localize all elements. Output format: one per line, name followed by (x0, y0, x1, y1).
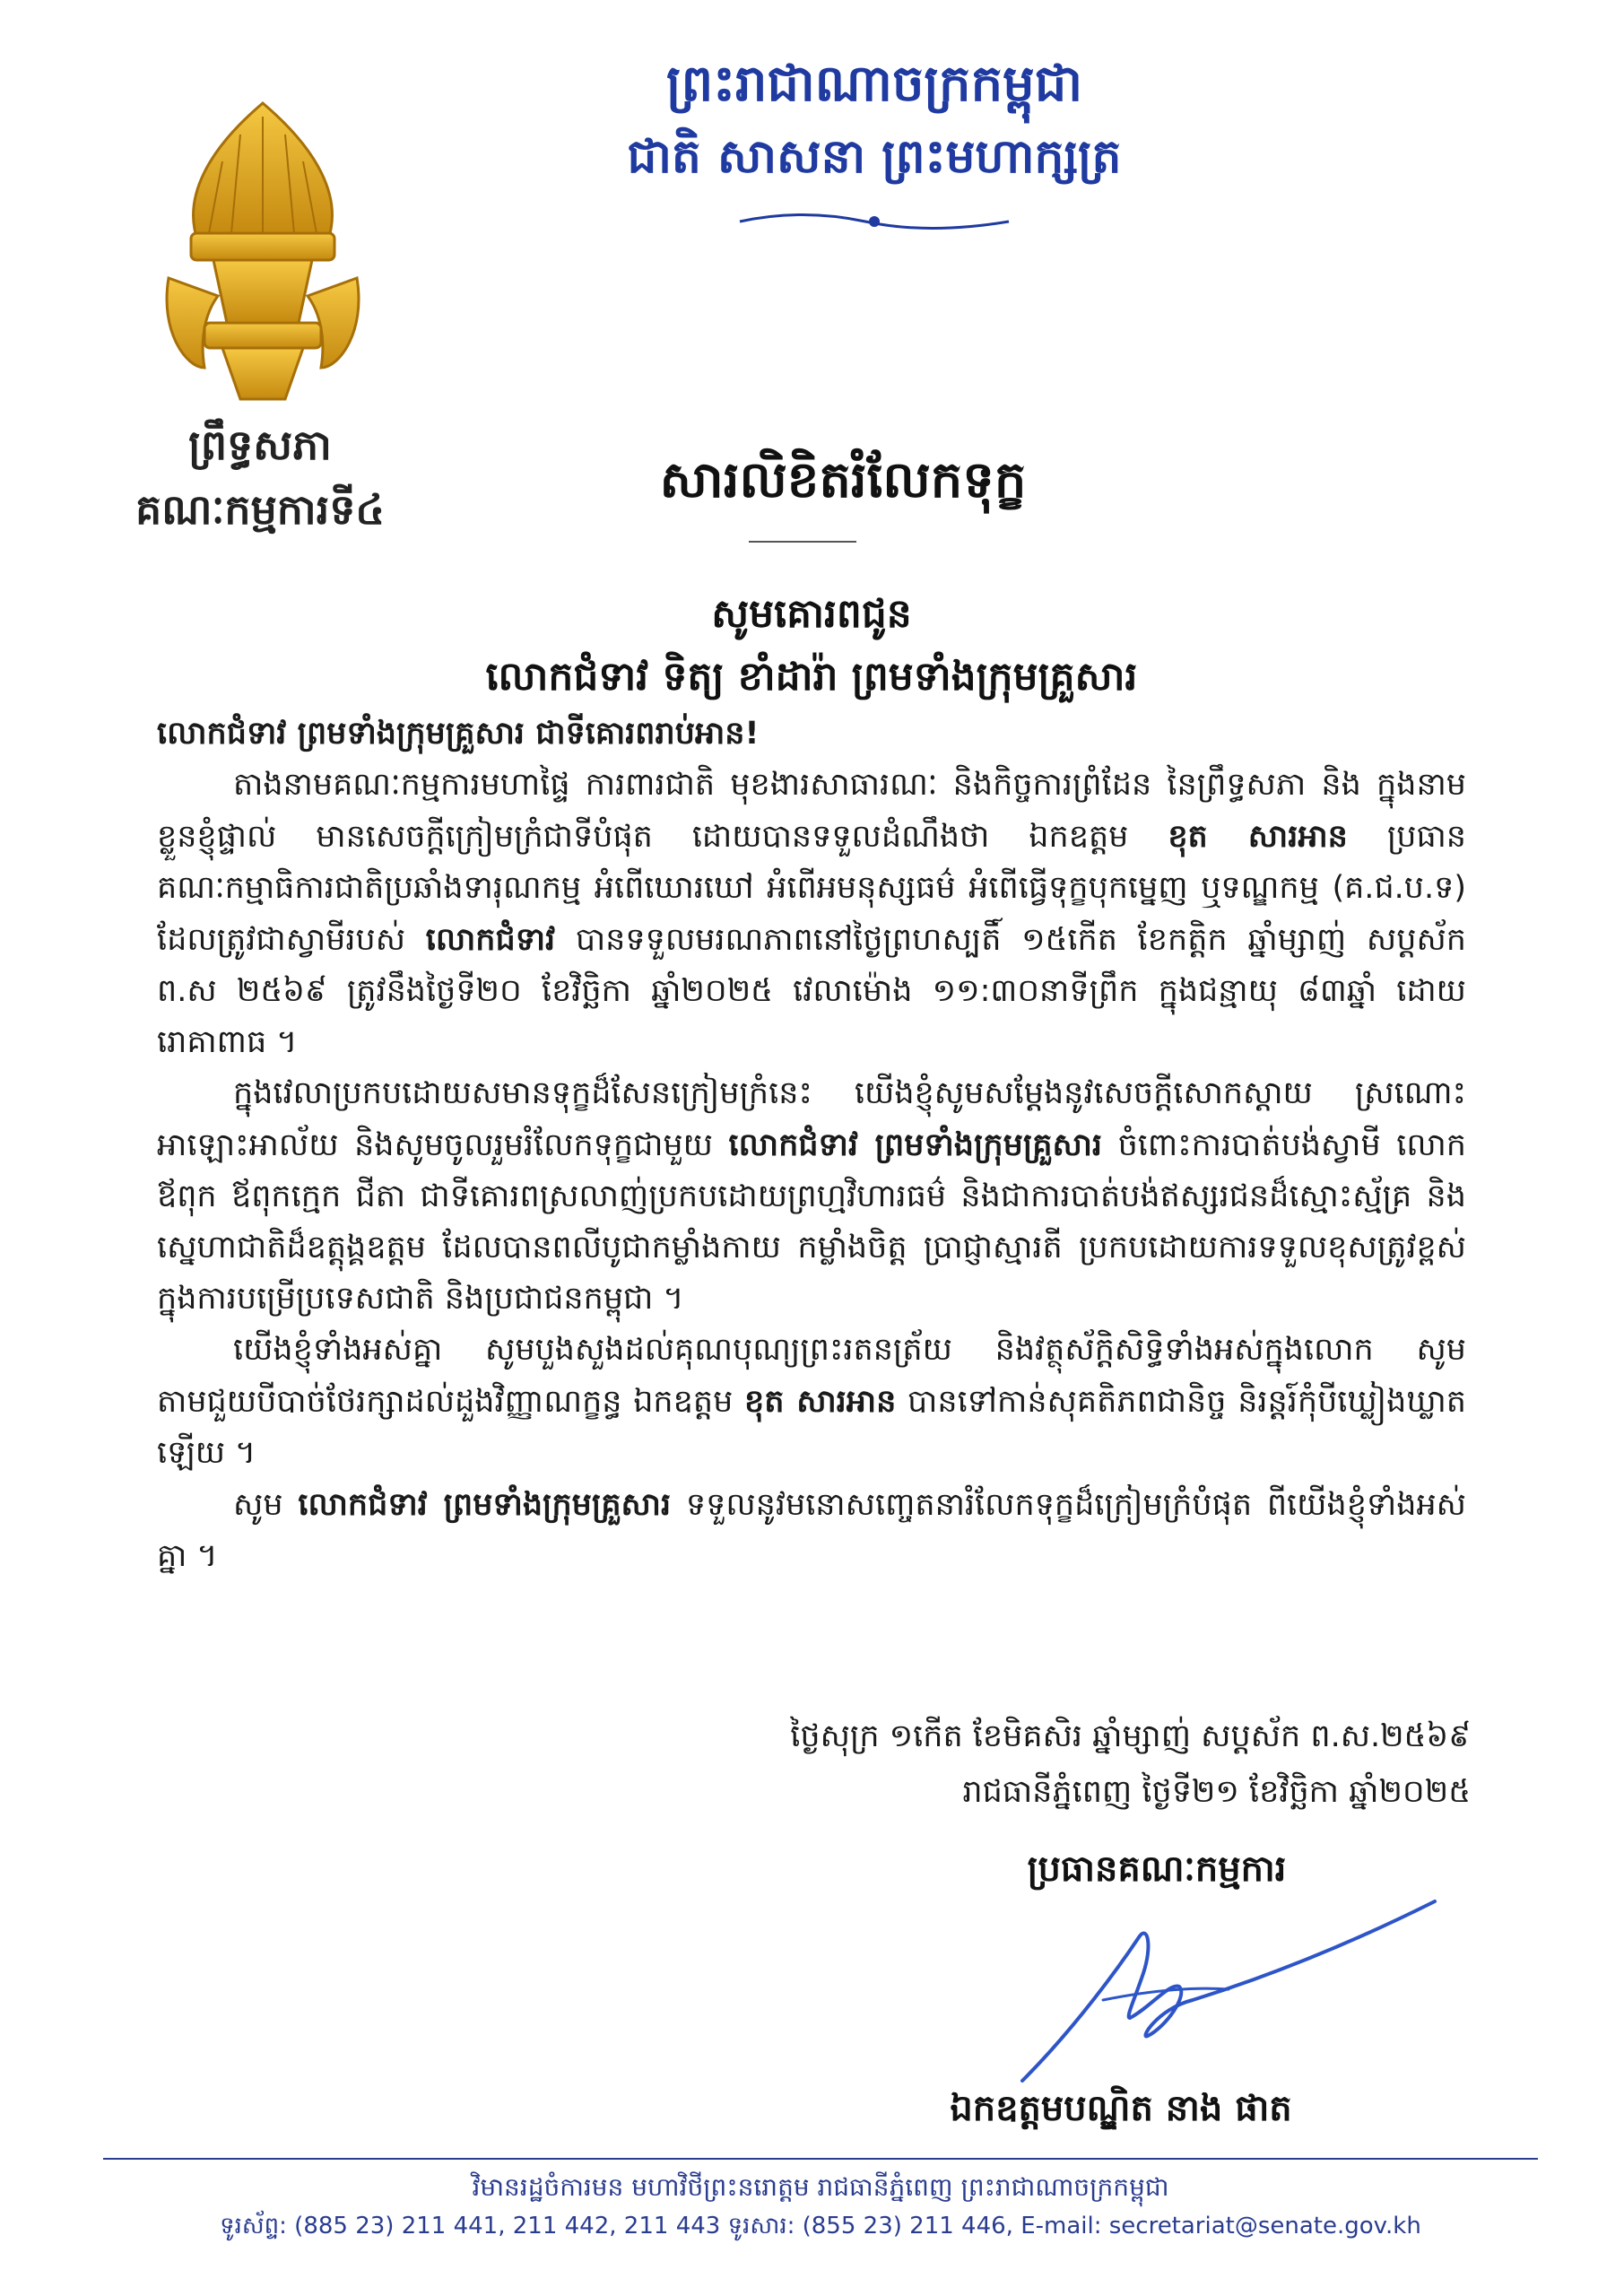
p4-text-a: សូម (233, 1487, 299, 1523)
p1-text-e: បានទទួលមរណភាពនៅថ្ងៃព្រហស្បតិ៍ ១៥កើត ខែកត្តិក ឆ្នាំម្សាញ់ សប្តស័ក ព.ស ២៥៦៩ ត្រូវនឹងថ្ងៃទី២០ ខែវិច្ឆិកា ឆ្នាំ២០២៥ វេលាម៉ោង ១១:៣០នាទីព្រឹក ក្នុងជន្មាយុ ៨៣ឆ្នាំ ដោយរោគាពាធ ។ (157, 922, 1466, 1060)
kingdom-name: ព្រះរាជាណាចក្រកម្ពុជា (665, 54, 1083, 113)
greeting: លោកជំទាវ ព្រមទាំងក្រុមគ្រួសារ ជាទីគោរពរាប់អាន! (157, 716, 760, 752)
footer-divider (103, 2158, 1538, 2160)
paragraph-4 (157, 1479, 1466, 1582)
title-divider (749, 541, 856, 543)
org-line-commission: គណៈកម្មការទី៤ (135, 485, 385, 534)
org-line-senate: ព្រឹទ្ធសភា (188, 421, 332, 469)
salutation-recipient: លោកជំទាវ ទិត្យ ខាំដារ៉ា ព្រមទាំងក្រុមគ្រួសារ (485, 654, 1138, 700)
document-title: សារលិខិតរំលែកទុក្ខ (659, 450, 1027, 509)
senate-emblem-icon (151, 99, 375, 404)
salutation-line-1: សូមគោរពជូន (711, 591, 912, 637)
paragraph-1 (157, 760, 1466, 1068)
signer-name: ឯកឧត្តមបណ្ឌិត នាង ផាត (950, 2087, 1292, 2129)
lunar-date: ថ្ងៃសុក្រ ១កើត ខែមិគសិរ ឆ្នាំម្សាញ់ សប្តស័ក ព.ស.២៥៦៩ (790, 1718, 1471, 1754)
p2-text-a: ក្នុងវេលាប្រកបដោយសមានទុក្ខដ៏សែនក្រៀមក្រំនេះ យើងខ្ញុំសូមសម្តែងនូវសេចក្តីសោកស្តាយ ស្រណោះអាឡោះអាល័យ និងសូមចូលរួមរំលែកទុក្ខជាមួយ (157, 1075, 1466, 1163)
p3-text-c: បានទៅកាន់សុគតិភពជានិច្ច និរន្តរ៍កុំបីឃ្លៀងឃ្លាតឡើយ ។ (157, 1384, 1467, 1471)
salutation (179, 583, 1444, 709)
p3-deceased-name: ខុត សារអាន (744, 1383, 897, 1420)
footer-contact: ទូរស័ព្ទ: (885 23) 211 441, 211 442, 211 443 ទូរសារ: (855 23) 211 446, E-mail: secretariat@senate.gov.kh (220, 2213, 1421, 2239)
letter-body (157, 709, 1466, 1582)
p3-text-a: យើងខ្ញុំទាំងអស់គ្នា សូមបួងសួងដល់គុណបុណ្យព្រះរតនត្រ័យ និងវត្ថុស័ក្តិសិទ្ធិទាំងអស់ក្នុងលោក សូមតាមជួយបីបាច់ថែរក្សាដល់ដួងវិញ្ញាណក្ខន្ធ ឯកឧត្តម (157, 1332, 1466, 1420)
header-flourish (731, 208, 1018, 235)
chair-title: ប្រធានគណៈកម្មការ (1027, 1848, 1287, 1890)
handwritten-signature (968, 1883, 1453, 2090)
p1-deceased-name: ខុត សារអាន (1168, 818, 1348, 855)
p4-recipient: លោកជំទាវ ព្រមទាំងក្រុមគ្រួសារ (298, 1486, 672, 1523)
p4-text-c: ទទួលនូវមនោសញ្ចេតនារំលែកទុក្ខដ៏ក្រៀមក្រំបំផុត ពីយើងខ្ញុំទាំងអស់គ្នា ។ (157, 1487, 1467, 1574)
paragraph-3 (157, 1325, 1466, 1479)
paragraph-2 (157, 1068, 1466, 1325)
national-motto: ជាតិ សាសនា ព្រះមហាក្សត្រ (627, 129, 1122, 184)
p2-text-c: ចំពោះការបាត់បង់ស្វាមី លោកឪពុក ឪពុកក្មេក ជីតា ជាទីគោរពស្រលាញ់ប្រកបដោយព្រហ្មវិហារធម៌ និងជាការបាត់បង់ឥស្សរជនដ៏ស្មោះស្ម័គ្រ និងស្នេហាជាតិដ៏ឧត្តុង្គឧត្តម ដែលបានពលីបូជាកម្លាំងកាយ កម្លាំងចិត្ត ប្រាជ្ញាស្មារតី ប្រកបដោយការទទួលខុសត្រូវខ្ពស់ក្នុងការបម្រើប្រទេសជាតិ និងប្រជាជនកម្ពុជា ។ (157, 1127, 1467, 1317)
p2-recipient: លោកជំទាវ ព្រមទាំងក្រុមគ្រួសារ (728, 1126, 1103, 1163)
p1-text-c: ប្រធានគណៈកម្មាធិការជាតិប្រឆាំងទារុណកម្ម អំពើឃោរឃៅ អំពើអមនុស្សធម៌ អំពើធ្វើទុក្ខបុកម្នេញ ឬទណ្ឌកម្ម (គ.ជ.ប.ទ) ដែលត្រូវជាស្វាមីរបស់ (157, 819, 1467, 958)
p1-text-a: តាងនាមគណៈកម្មការមហាផ្ទៃ ការពារជាតិ មុខងារសាធារណៈ និងកិច្ចការព្រំដែន នៃព្រឹទ្ធសភា និង ក្នុងនាមខ្លួនខ្ញុំផ្ទាល់ មានសេចក្តីក្រៀមក្រំជាទីបំផុត ដោយបានទទួលដំណឹងថា ឯកឧត្តម (157, 767, 1466, 855)
date-block (682, 1709, 1471, 1820)
footer-address: វិមានរដ្ឋចំការមន មហាវិថីព្រះនរោត្តម រាជធានីភ្នំពេញ ព្រះរាជាណាចក្រកម្ពុជា (472, 2172, 1169, 2202)
organization-name (72, 413, 448, 542)
place-date: រាជធានីភ្នំពេញ ថ្ងៃទី២១ ខែវិច្ឆិកា ឆ្នាំ២០២៥ (962, 1774, 1471, 1810)
p1-recipient: លោកជំទាវ (425, 921, 556, 958)
